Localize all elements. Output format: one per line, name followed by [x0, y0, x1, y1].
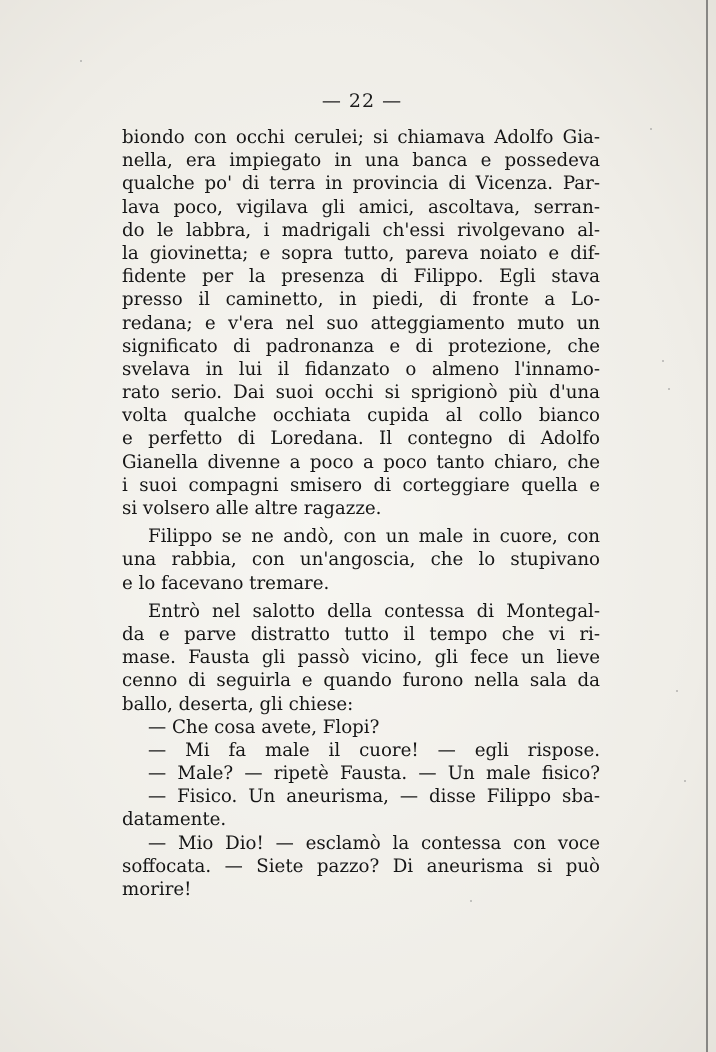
text-line: e perfetto di Loredana. Il contegno di Adolfo [122, 428, 600, 450]
text-line: morire! [122, 879, 192, 900]
paper-speck [650, 128, 652, 130]
dialogue-line [122, 785, 600, 831]
text-line: una rabbia, con un'angoscia, che lo stupivano [122, 549, 600, 571]
text-line: significato di padronanza e di protezione, che [122, 335, 600, 357]
text-line: redana; e v'era nel suo atteggiamento muto un [122, 312, 600, 334]
text-line: — Mio Dio! — esclamò la contessa con voce [148, 832, 600, 854]
text-line: si volsero alle altre ragazze. [122, 498, 382, 519]
text-line: svelava in lui il fidanzato o almeno l'innamo- [122, 358, 600, 380]
text-line: Filippo se ne andò, con un male in cuore, con [148, 526, 600, 548]
text-line: cenno di seguirla e quando furono nella sala da [122, 670, 600, 692]
paper-speck [684, 780, 686, 782]
dialogue-line [122, 739, 600, 762]
paper-speck [662, 360, 664, 362]
dialogue-line [122, 832, 600, 902]
dialogue-line [122, 762, 600, 785]
text-line: fidente per la presenza di Filippo. Egli stava [122, 266, 600, 288]
text-line: rato serio. Dai suoi occhi si sprigionò più d'una [122, 382, 600, 404]
text-line: Gianella divenne a poco a poco tanto chiaro, che [122, 451, 600, 473]
text-line: datamente. [122, 809, 227, 831]
paper-speck [676, 690, 678, 692]
text-line: do le labbra, i madrigali ch'essi rivolgevano al- [122, 219, 600, 241]
text-line: la giovinetta; e sopra tutto, pareva noiato e dif- [122, 242, 600, 264]
body-text [122, 126, 600, 901]
text-line: soffocata. — Siete pazzo? Di aneurisma si può [122, 855, 600, 877]
text-line: lava poco, vigilava gli amici, ascoltava, serran- [122, 196, 600, 218]
text-line: presso il caminetto, in piedi, di fronte a Lo- [122, 289, 600, 311]
text-line: mase. Fausta gli passò vicino, gli fece un lieve [122, 647, 600, 669]
paper-speck [80, 60, 82, 62]
paragraph [122, 126, 600, 520]
text-line: biondo con occhi cerulei; si chiamava Adolfo Gia- [122, 127, 600, 148]
text-line: i suoi compagni smisero di corteggiare quella e [122, 474, 600, 496]
text-line: qualche po' di terra in provincia di Vicenza. Par- [122, 173, 600, 195]
text-line: e lo facevano tremare. [122, 572, 330, 594]
text-line: — Che cosa avete, Flopi? [148, 716, 380, 738]
text-line: nella, era impiegato in una banca e possedeva [122, 150, 600, 172]
paper-speck [668, 388, 670, 390]
dialogue-line [122, 716, 600, 739]
text-line: ballo, deserta, gli chiese: [122, 693, 354, 715]
page-number: — 22 — [321, 90, 403, 112]
text-line: — Mi fa male il cuore! — egli rispose. [148, 739, 600, 761]
page-edge-line [706, 0, 708, 1052]
text-line: — Fisico. Un aneurisma, — disse Filippo sba- [148, 786, 600, 808]
text-line: volta qualche occhiata cupida al collo bianco [122, 405, 600, 427]
text-line: Entrò nel salotto della contessa di Montegal- [148, 600, 600, 622]
text-line: da e parve distratto tutto il tempo che vi ri- [122, 623, 600, 645]
paragraph [122, 600, 600, 716]
text-line: — Male? — ripetè Fausta. — Un male fisico? [148, 763, 600, 785]
paragraph [122, 525, 600, 595]
